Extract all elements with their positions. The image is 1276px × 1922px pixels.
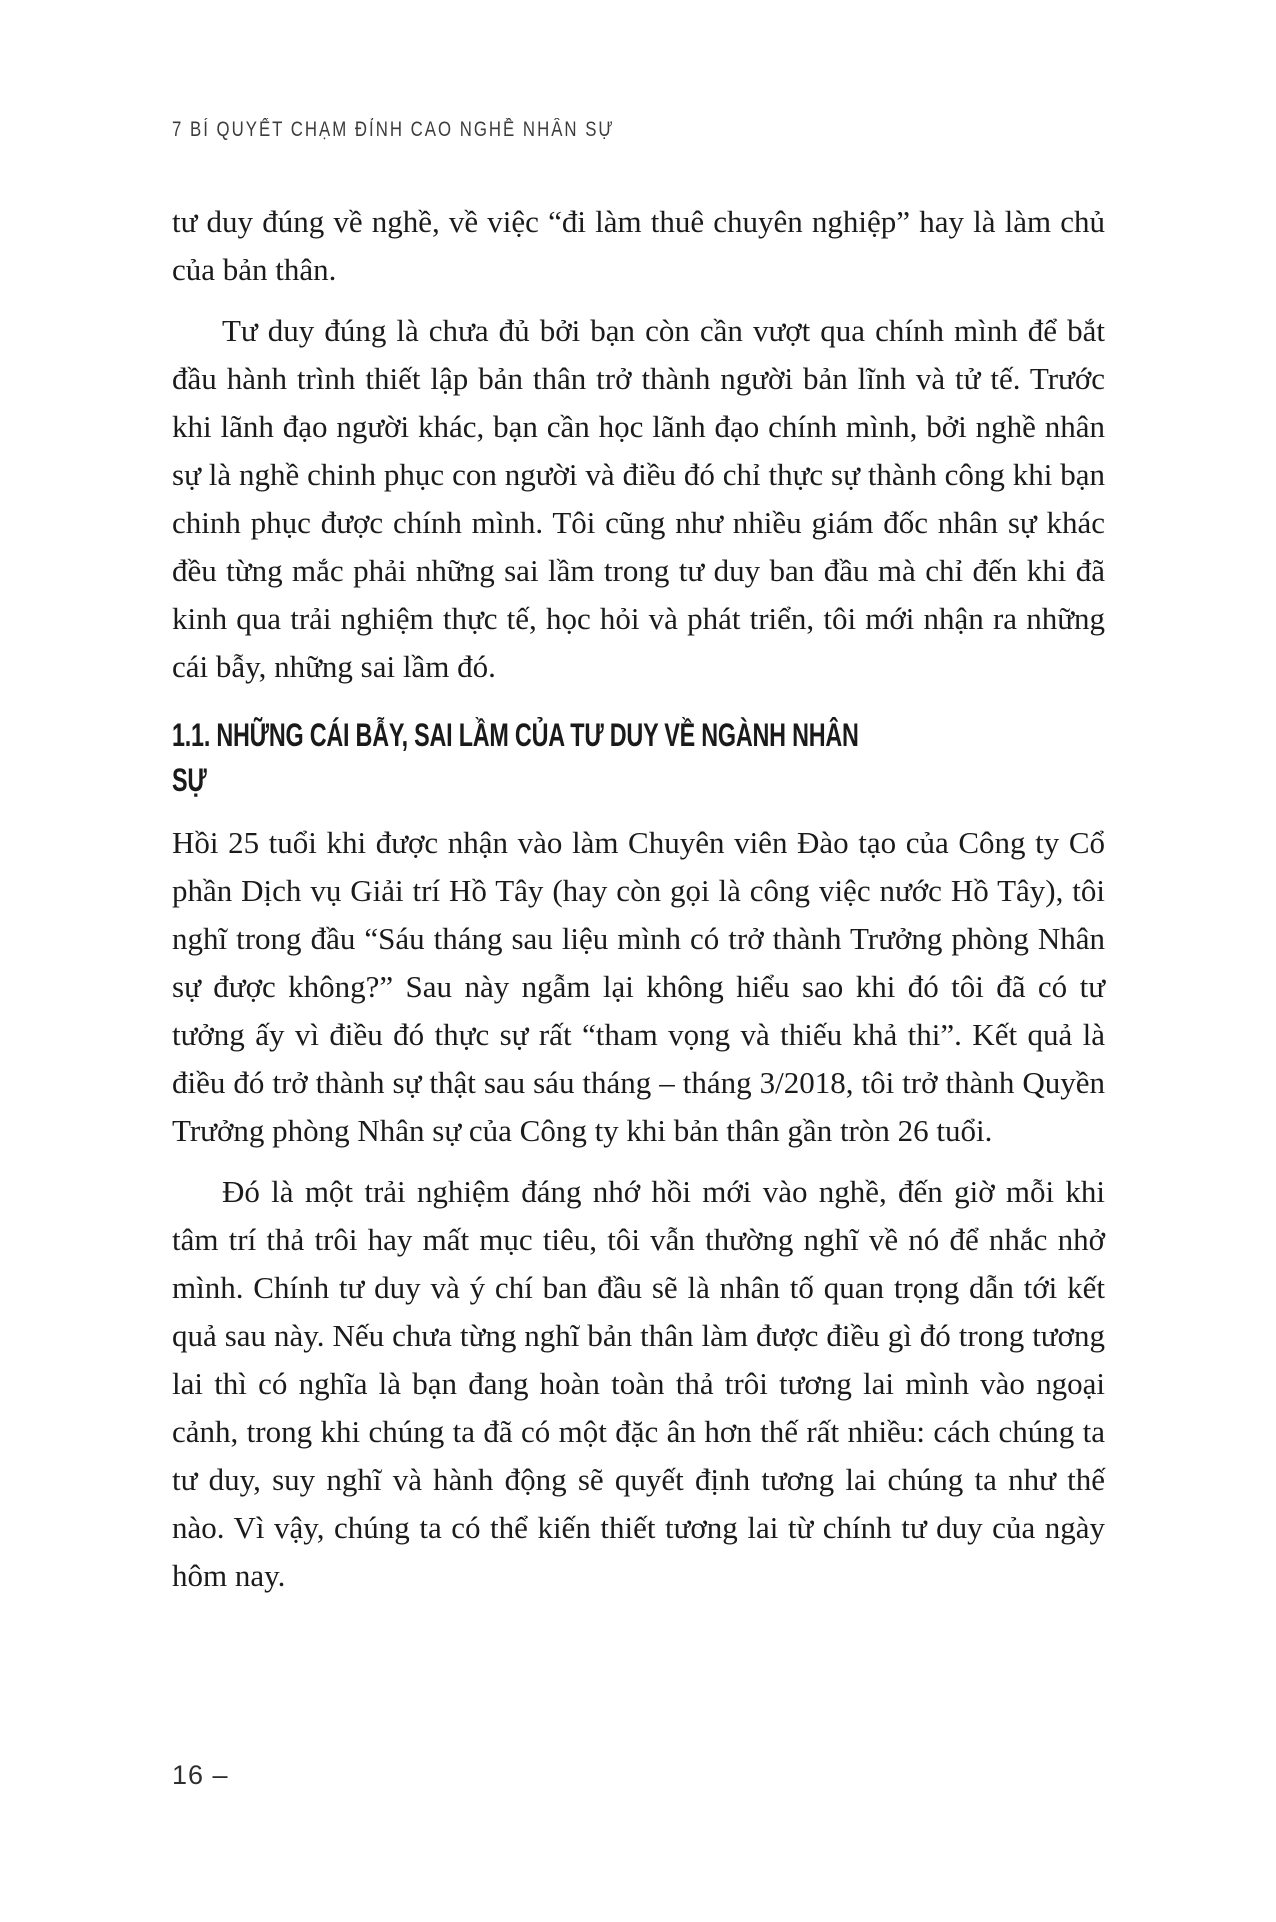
paragraph-continuation: tư duy đúng về nghề, về việc “đi làm thuê chuyên nghiệp” hay là làm chủ của bản thân. — [172, 204, 1105, 287]
page-number: 16 – — [172, 1760, 229, 1790]
text-column — [172, 0, 1105, 1613]
section-heading-1-1: 1.1. NHỮNG CÁI BẪY, SAI LẦM CỦA TƯ DUY VỀ NGÀNH NHÂN SỰ — [172, 717, 859, 798]
paragraph-right-mindset: Tư duy đúng là chưa đủ bởi bạn còn cần vượt qua chính mình để bắt đầu hành trình thiết lập bản thân trở thành người bản lĩnh và tử tế. Trước khi lãnh đạo người khác, bạn cần học lãnh đạo chính mình, bởi nghề nhân sự là nghề chinh phục con người và điều đó chỉ thực sự thành công khi bạn chinh phục được chính mình. Tôi cũng như nhiều giám đốc nhân sự khác đều từng mắc phải những sai lầm trong tư duy ban đầu mà chỉ đến khi đã kinh qua trải nghiệm thực tế, học hỏi và phát triển, tôi mới nhận ra những cái bẫy, những sai lầm đó. — [172, 313, 1105, 684]
running-head: 7 BÍ QUYẾT CHẠM ĐỈNH CAO NGHỀ NHÂN SỰ — [172, 118, 615, 141]
page-body — [172, 198, 1105, 1600]
paragraph-age-25-story: Hồi 25 tuổi khi được nhận vào làm Chuyên viên Đào tạo của Công ty Cổ phần Dịch vụ Giải trí Hồ Tây (hay còn gọi là công việc nước Hồ Tây), tôi nghĩ trong đầu “Sáu tháng sau liệu mình có trở thành Trưởng phòng Nhân sự được không?” Sau này ngẫm lại không hiểu sao khi đó tôi đã có tư tưởng ấy vì điều đó thực sự rất “tham vọng và thiếu khả thi”. Kết quả là điều đó trở thành sự thật sau sáu tháng – tháng 3/2018, tôi trở thành Quyền Trưởng phòng Nhân sự của Công ty khi bản thân gần tròn 26 tuổi. — [172, 825, 1105, 1148]
paragraph-memorable-experience: Đó là một trải nghiệm đáng nhớ hồi mới vào nghề, đến giờ mỗi khi tâm trí thả trôi hay mất mục tiêu, tôi vẫn thường nghĩ về nó để nhắc nhở mình. Chính tư duy và ý chí ban đầu sẽ là nhân tố quan trọng dẫn tới kết quả sau này. Nếu chưa từng nghĩ bản thân làm được điều gì đó trong tương lai thì có nghĩa là bạn đang hoàn toàn thả trôi tương lai mình vào ngoại cảnh, trong khi chúng ta đã có một đặc ân hơn thế rất nhiều: cách chúng ta tư duy, suy nghĩ và hành động sẽ quyết định tương lai chúng ta như thế nào. Vì vậy, chúng ta có thể kiến thiết tương lai từ chính tư duy của ngày hôm nay. — [172, 1174, 1105, 1593]
